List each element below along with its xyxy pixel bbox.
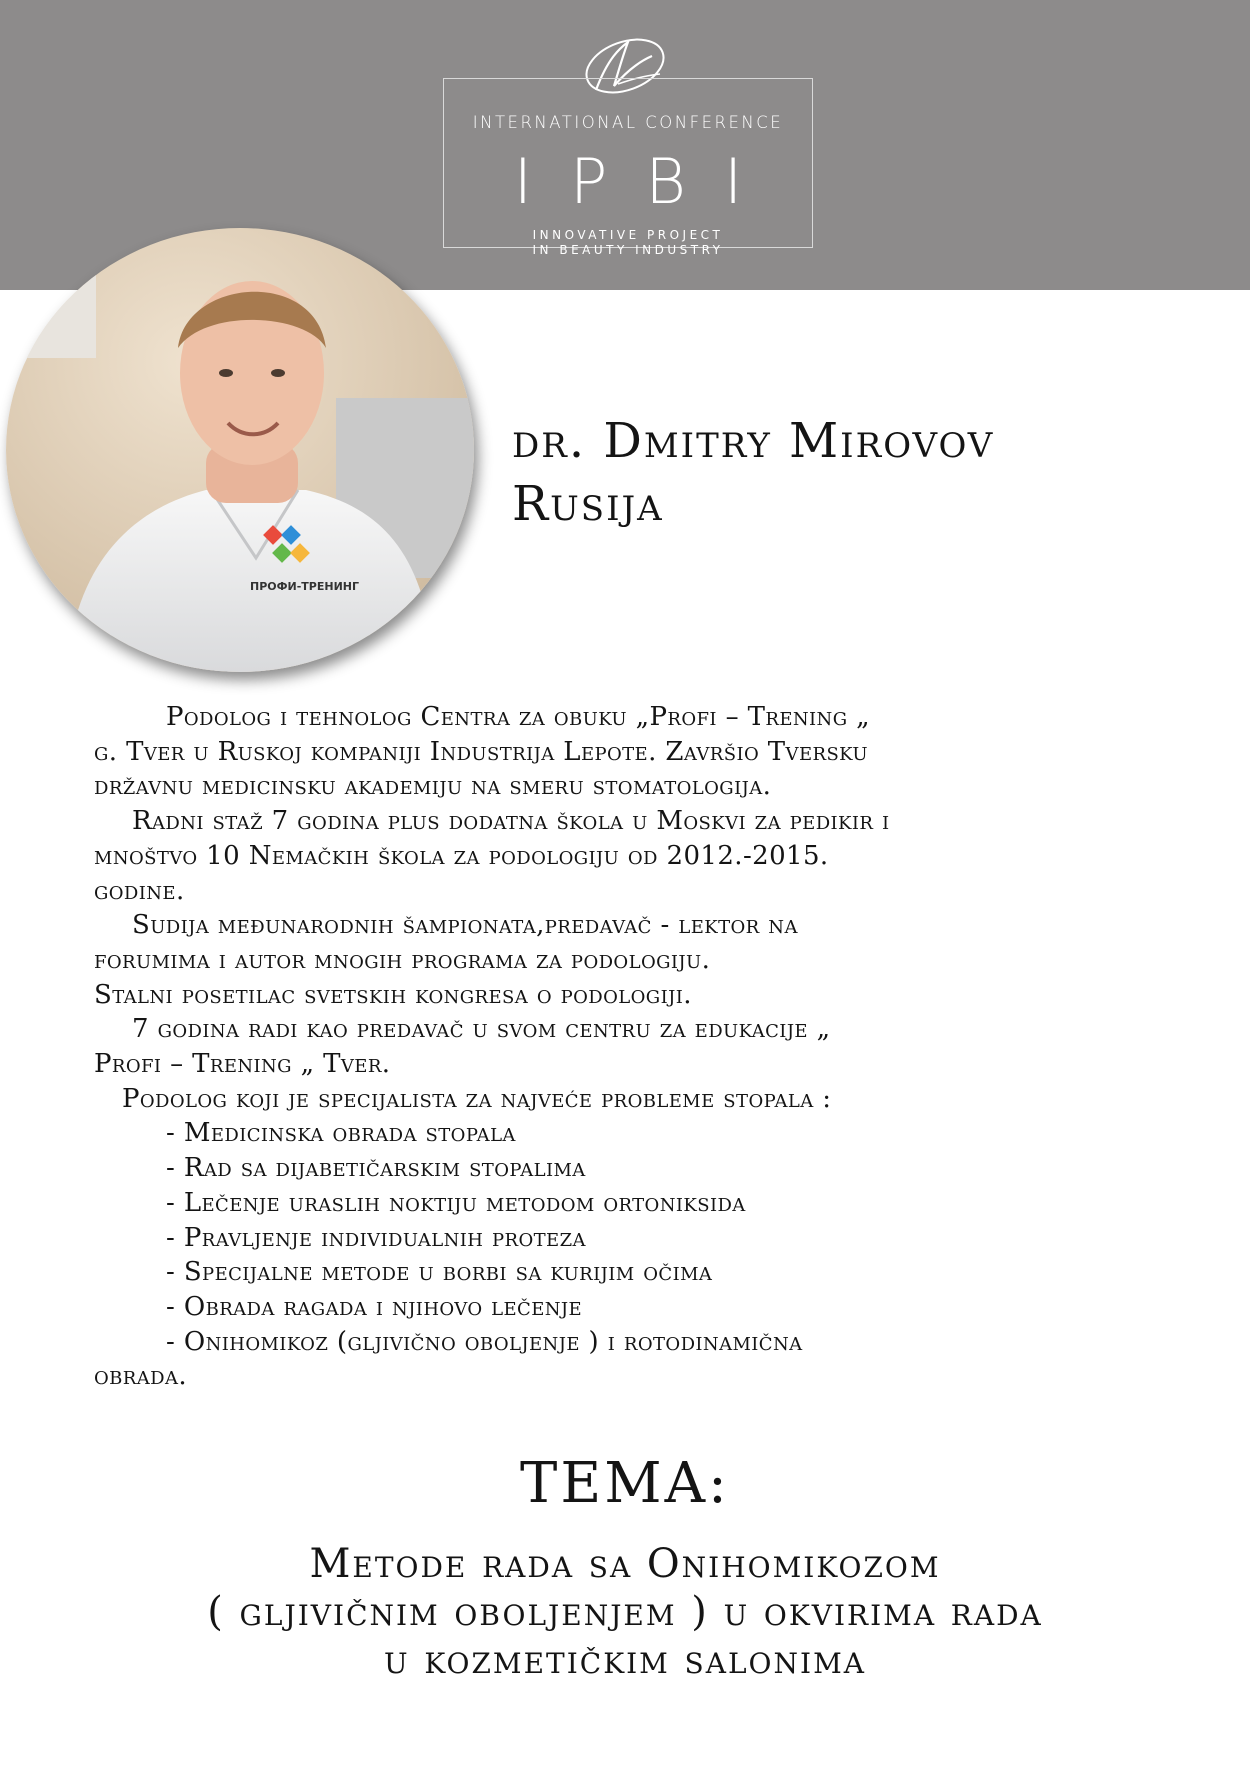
bio-line: g. Tver u Ruskoj kompaniji Industrija Lepote. Završio Tversku: [94, 736, 868, 767]
speaker-portrait: [6, 228, 474, 672]
topic-line: ( gljivičnim oboljenjem ) u okvirima rada: [207, 1589, 1043, 1635]
bio-line: godine.: [94, 875, 185, 906]
bio-line: Profi – Trening „ Tver.: [94, 1049, 391, 1080]
bio-line: Sudija međunarodnih šampionata,predavač - lektor na: [132, 910, 798, 941]
bio-line: 7 godina radi kao predavač u svom centru za edukacije „: [132, 1014, 831, 1045]
conference-label: INTERNATIONAL CONFERENCE: [472, 113, 784, 132]
conference-subtitle-line1: INNOVATIVE PROJECT: [532, 228, 724, 242]
bio-list-item: - Lečenje uraslih noktiju metodom ortoniksida: [166, 1187, 746, 1218]
bio-list-item: - Onihomikoz (gljivično oboljenje ) i rotodinamična: [166, 1326, 803, 1357]
bio-list-item: - Medicinska obrada stopala: [166, 1118, 516, 1149]
badge-text: ПРОФИ-ТРЕНИНГ: [250, 580, 360, 593]
bio-list-item: - Pravljenje individualnih proteza: [166, 1222, 586, 1253]
bio-list-item: - Rad sa dijabetičarskim stopalima: [166, 1153, 586, 1184]
conference-subtitle-line2: IN BEAUTY INDUSTRY: [532, 243, 724, 257]
speaker-name: dr. Dmitry Mirovov: [512, 413, 995, 469]
bio-line: forumima i autor mnogih programa za podologiju.: [94, 944, 711, 975]
bio-line: Stalni posetilac svetskih kongresa o podologiji.: [94, 979, 692, 1010]
topic-line: Metode rada sa Onihomikozom: [309, 1541, 941, 1587]
speaker-country: Rusija: [512, 476, 664, 532]
bio-list-item: - Specijalne metode u borbi sa kurijim očima: [166, 1257, 713, 1288]
bio-line: mnoštvo 10 Nemačkih škola za podologiju od 2012.-2015.: [94, 840, 829, 871]
bio-line: Radni staž 7 godina plus dodatna škola u Moskvi za pedikir i: [132, 806, 890, 837]
speaker-biography: [94, 700, 1174, 1394]
bio-line: Podolog koji je specijalista za najveće probleme stopala :: [122, 1083, 832, 1114]
topic-title: [0, 1540, 1250, 1684]
topic-label: TEMA:: [520, 1451, 730, 1516]
bio-line: obrada.: [94, 1361, 188, 1392]
bio-line: državnu medicinsku akademiju na smeru stomatologija.: [94, 771, 772, 802]
topic-line: u kozmetičkim salonima: [384, 1637, 866, 1683]
conference-acronym: IPBI: [513, 145, 781, 218]
bio-line: Podolog i tehnolog Centra za obuku „Profi – Trening „: [166, 702, 871, 732]
conference-subtitle: [443, 228, 813, 258]
bio-list-item: - Obrada ragada i njihovo lečenje: [166, 1291, 583, 1322]
